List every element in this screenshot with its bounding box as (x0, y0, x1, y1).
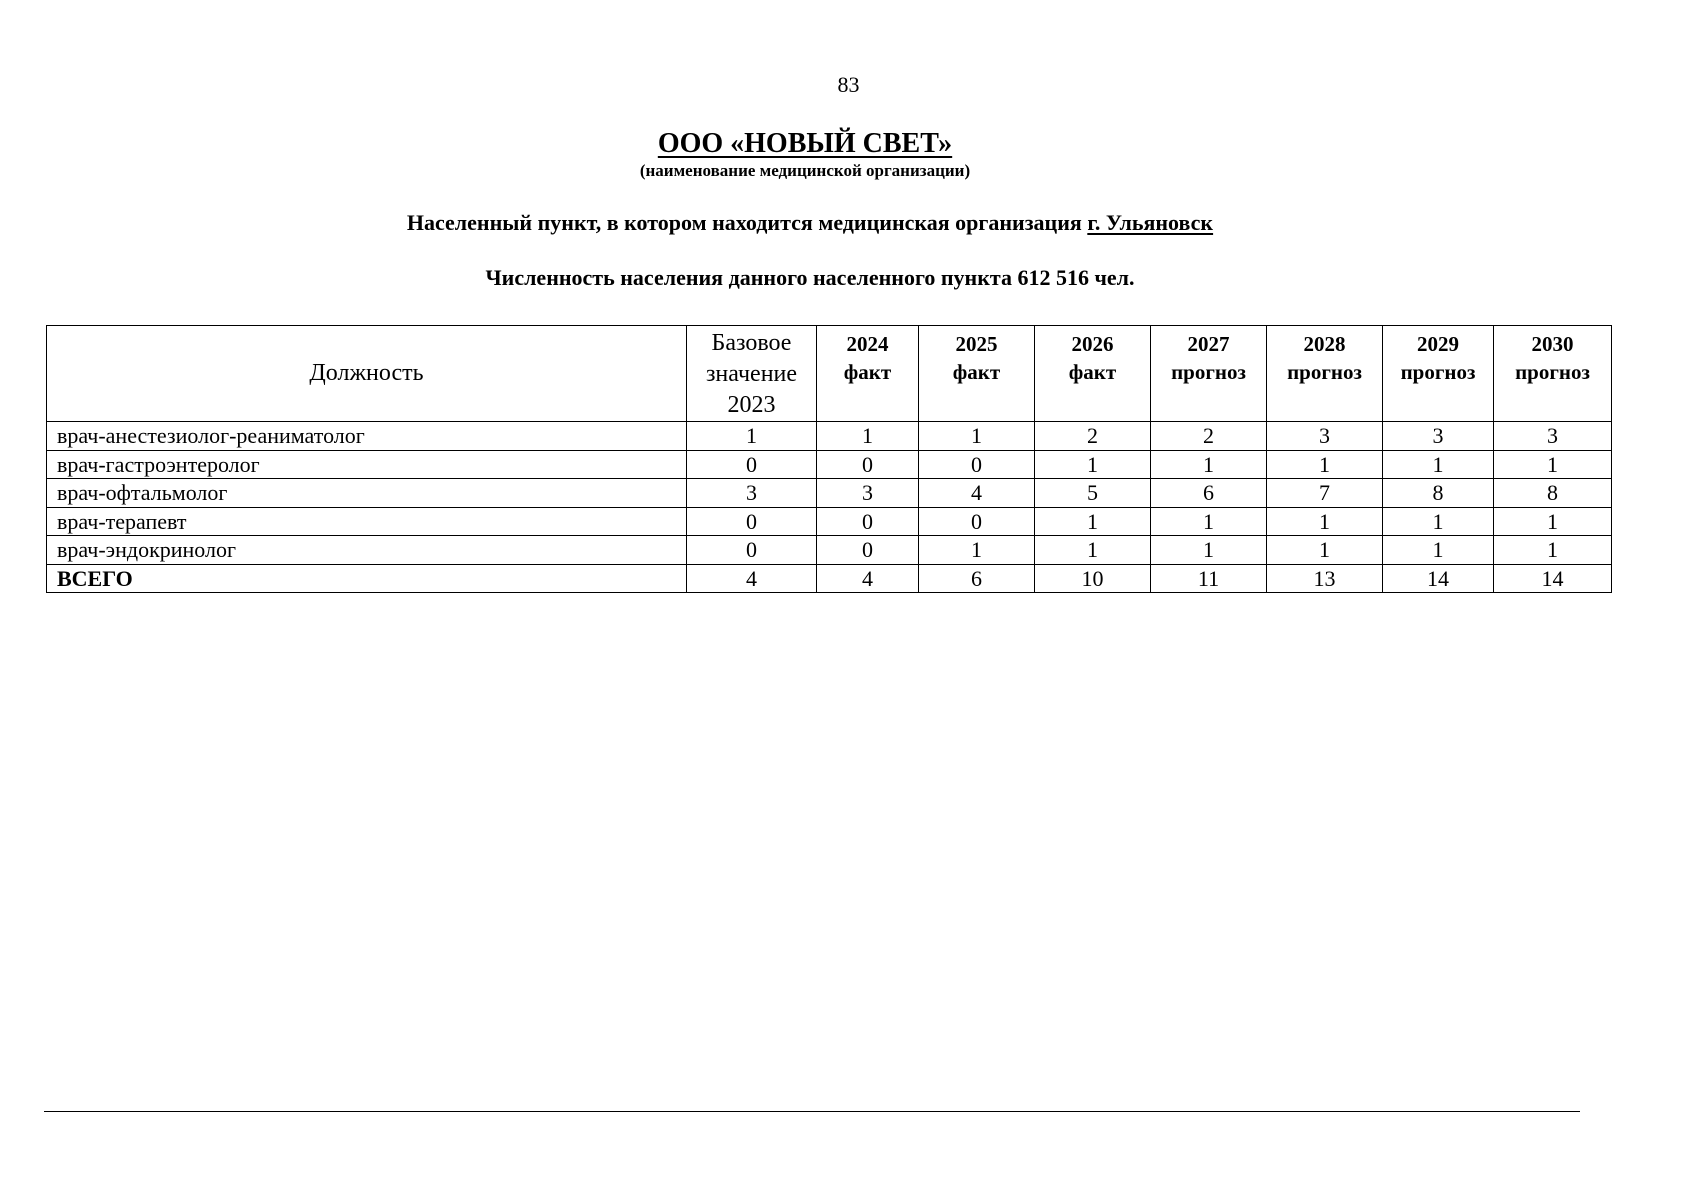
table-cell: 1 (1267, 536, 1383, 565)
table-cell: 1 (919, 536, 1035, 565)
header-year-2030 (1494, 326, 1612, 422)
table-cell: 1 (1267, 507, 1383, 536)
header-kind: прогноз (1515, 360, 1590, 384)
table-cell: 1 (1494, 507, 1612, 536)
organization-caption: (наименование медицинской организации) (639, 161, 971, 180)
table-cell: 14 (1494, 564, 1612, 593)
position-name: врач-эндокринолог (47, 536, 687, 565)
table-cell: 4 (817, 564, 919, 593)
header-year-2028 (1267, 326, 1383, 422)
header-year: 2029 (1417, 332, 1459, 356)
table-header-row (47, 326, 1612, 422)
table-cell: 2 (1151, 422, 1267, 451)
header-base-value (687, 326, 817, 422)
header-year: 2025 (955, 332, 998, 356)
table-row (47, 422, 1612, 451)
header-year: 2028 (1303, 332, 1346, 356)
table-cell: 6 (919, 564, 1035, 593)
table-cell: 6 (1151, 479, 1267, 508)
header-year-2024 (817, 326, 919, 422)
table-cell: 10 (1035, 564, 1151, 593)
table-row (47, 479, 1612, 508)
table-cell: 3 (817, 479, 919, 508)
table-cell: 4 (687, 564, 817, 593)
table-cell: 3 (1383, 422, 1494, 451)
header-year-2026 (1035, 326, 1151, 422)
table-cell: 13 (1267, 564, 1383, 593)
table-cell: 0 (687, 536, 817, 565)
table-cell: 11 (1151, 564, 1267, 593)
header-year: 2024 (846, 332, 889, 356)
table-cell: 3 (687, 479, 817, 508)
table-cell: 0 (919, 507, 1035, 536)
header-kind: прогноз (1171, 360, 1246, 384)
footer-divider (44, 1111, 1580, 1112)
header-kind: прогноз (1400, 360, 1476, 384)
position-name: врач-терапевт (47, 507, 687, 536)
total-label: ВСЕГО (47, 564, 687, 593)
header-position: Должность (47, 326, 687, 422)
locality-line (0, 210, 1620, 236)
table-cell: 1 (1035, 536, 1151, 565)
table-cell: 1 (1035, 450, 1151, 479)
header-base-line: значение (705, 361, 798, 387)
table-cell: 4 (919, 479, 1035, 508)
staffing-table (46, 325, 1612, 593)
table-row (47, 536, 1612, 565)
table-cell: 1 (1383, 536, 1494, 565)
table-cell: 0 (919, 450, 1035, 479)
header-base-line: Базовое (711, 330, 792, 356)
table-cell: 1 (817, 422, 919, 451)
header-kind: прогноз (1287, 360, 1362, 384)
table-cell: 0 (817, 536, 919, 565)
locality-label: Населенный пункт, в котором находится медицинская организация (406, 210, 1082, 235)
table-cell: 0 (817, 507, 919, 536)
table-cell: 8 (1383, 479, 1494, 508)
table-cell: 1 (687, 422, 817, 451)
table-row (47, 450, 1612, 479)
header-kind: факт (843, 360, 892, 384)
header-kind: факт (952, 360, 1001, 384)
table-cell: 1 (1035, 507, 1151, 536)
table-cell: 0 (687, 507, 817, 536)
table-cell: 5 (1035, 479, 1151, 508)
table-cell: 1 (1267, 450, 1383, 479)
table-cell: 3 (1494, 422, 1612, 451)
population-line: Численность населения данного населенного пункта 612 516 чел. (485, 265, 1135, 290)
organization-name-text: ООО «НОВЫЙ СВЕТ» (657, 128, 953, 159)
header-year: 2026 (1071, 332, 1114, 356)
table-cell: 1 (1494, 450, 1612, 479)
table-cell: 1 (1383, 450, 1494, 479)
table-cell: 14 (1383, 564, 1494, 593)
header-year-2029 (1383, 326, 1494, 422)
table-cell: 1 (1151, 450, 1267, 479)
table-cell: 2 (1035, 422, 1151, 451)
table-cell: 0 (817, 450, 919, 479)
header-year-2027 (1151, 326, 1267, 422)
position-name: врач-гастроэнтеролог (47, 450, 687, 479)
header-year: 2027 (1187, 332, 1230, 356)
page-number: 83 (837, 72, 860, 97)
table-cell: 1 (1151, 536, 1267, 565)
table-row (47, 507, 1612, 536)
header-base-line: 2023 (727, 392, 776, 418)
table-cell: 1 (1151, 507, 1267, 536)
table-cell: 7 (1267, 479, 1383, 508)
position-name: врач-анестезиолог-реаниматолог (47, 422, 687, 451)
table-cell: 0 (687, 450, 817, 479)
header-kind: факт (1068, 360, 1117, 384)
header-year: 2030 (1531, 332, 1574, 356)
table-cell: 3 (1267, 422, 1383, 451)
position-name: врач-офтальмолог (47, 479, 687, 508)
header-year-2025 (919, 326, 1035, 422)
table-cell: 1 (1494, 536, 1612, 565)
table-cell: 1 (1383, 507, 1494, 536)
table-total-row (47, 564, 1612, 593)
locality-city: г. Ульяновск (1087, 210, 1214, 235)
organization-name (0, 128, 1610, 160)
table-cell: 8 (1494, 479, 1612, 508)
table-cell: 1 (919, 422, 1035, 451)
